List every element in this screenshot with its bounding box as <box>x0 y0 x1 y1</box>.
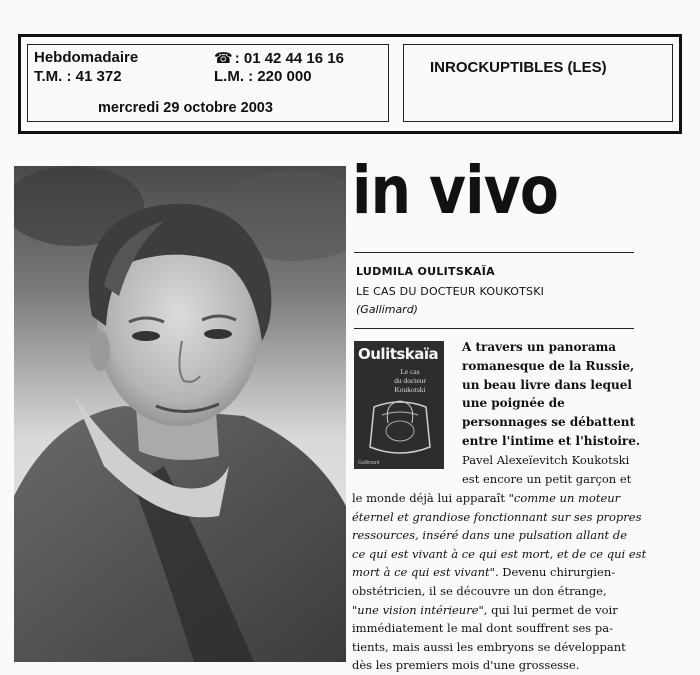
cover-title-line: du docteur <box>394 376 426 385</box>
cover-title <box>382 367 438 394</box>
article-lead <box>462 338 641 451</box>
body-line <box>352 563 642 582</box>
phone-number-text: : 01 42 44 16 16 <box>234 50 344 67</box>
phone-number <box>214 49 344 67</box>
divider <box>354 328 634 329</box>
body-text: le monde déjà lui apparaît <box>352 491 509 505</box>
body-text: , qui lui permet de voir <box>483 602 618 617</box>
article-body-narrow <box>462 451 642 488</box>
telephone-icon: ☎ <box>214 50 233 67</box>
publication-name: INROCKUPTIBLES (LES) <box>430 59 607 76</box>
body-text: . Devenu chirurgien- <box>494 565 616 580</box>
body-line <box>352 489 642 508</box>
press-clipping-header <box>18 34 682 134</box>
body-line: tients, mais aussi les embryons se développant <box>352 639 626 654</box>
book-author: LUDMILA OULITSKAÏA <box>356 265 495 278</box>
body-line: obstétricien, il se découvre un don étrange, <box>352 583 607 598</box>
divider <box>354 252 634 253</box>
book-title: LE CAS DU DOCTEUR KOUKOTSKI <box>356 285 545 298</box>
body-line: ressources, inséré dans une pulsation allant de <box>352 528 628 543</box>
body-line: ce qui est vivant à ce qui est mort, et de ce qui est <box>352 546 647 561</box>
quote-text: "comme un moteur <box>508 491 621 505</box>
periodicity: Hebdomadaire <box>34 49 139 66</box>
cover-author: Oulitskaïa <box>358 345 439 363</box>
cover-title-line: Koukotski <box>394 385 426 394</box>
author-portrait-photo <box>14 166 346 662</box>
publication-date: mercredi 29 octobre 2003 <box>98 100 273 116</box>
lead-line: un beau livre dans lequel <box>462 377 632 392</box>
quote-text: mort à ce qui est vivant" <box>352 565 495 580</box>
body-line: Pavel Alexeïevitch Koukotski <box>462 453 630 467</box>
readership: L.M. : 220 000 <box>214 68 312 85</box>
body-line <box>352 601 642 620</box>
lead-line: une poignée de <box>462 396 565 411</box>
cover-publisher: Gallimard <box>358 460 380 466</box>
article-body-wide <box>352 489 647 675</box>
publication-name-box <box>403 44 673 122</box>
quote-text: "une vision intérieure" <box>352 602 484 617</box>
body-line: dès les premiers mois d'une grossesse. <box>352 658 580 673</box>
book-publisher: (Gallimard) <box>356 303 418 316</box>
lead-line: romanesque de la Russie, <box>462 358 635 373</box>
lead-line: entre l'intime et l'histoire. <box>462 433 641 448</box>
body-line: est encore un petit garçon et <box>462 471 632 486</box>
lead-line: A travers un panorama <box>462 340 617 354</box>
book-cover-image <box>354 341 444 469</box>
cover-title-line: Le cas <box>400 367 420 376</box>
lead-line: personnages se débattent <box>462 415 636 430</box>
cover-illustration <box>364 397 436 457</box>
body-line: éternel et grandiose fonctionnant sur ses propres <box>352 509 642 524</box>
body-line: immédiatement le mal dont souffrent ses pa- <box>352 621 613 636</box>
publication-info-box <box>27 44 389 122</box>
total-circulation: T.M. : 41 372 <box>34 68 122 85</box>
section-title: in vivo <box>352 152 559 229</box>
